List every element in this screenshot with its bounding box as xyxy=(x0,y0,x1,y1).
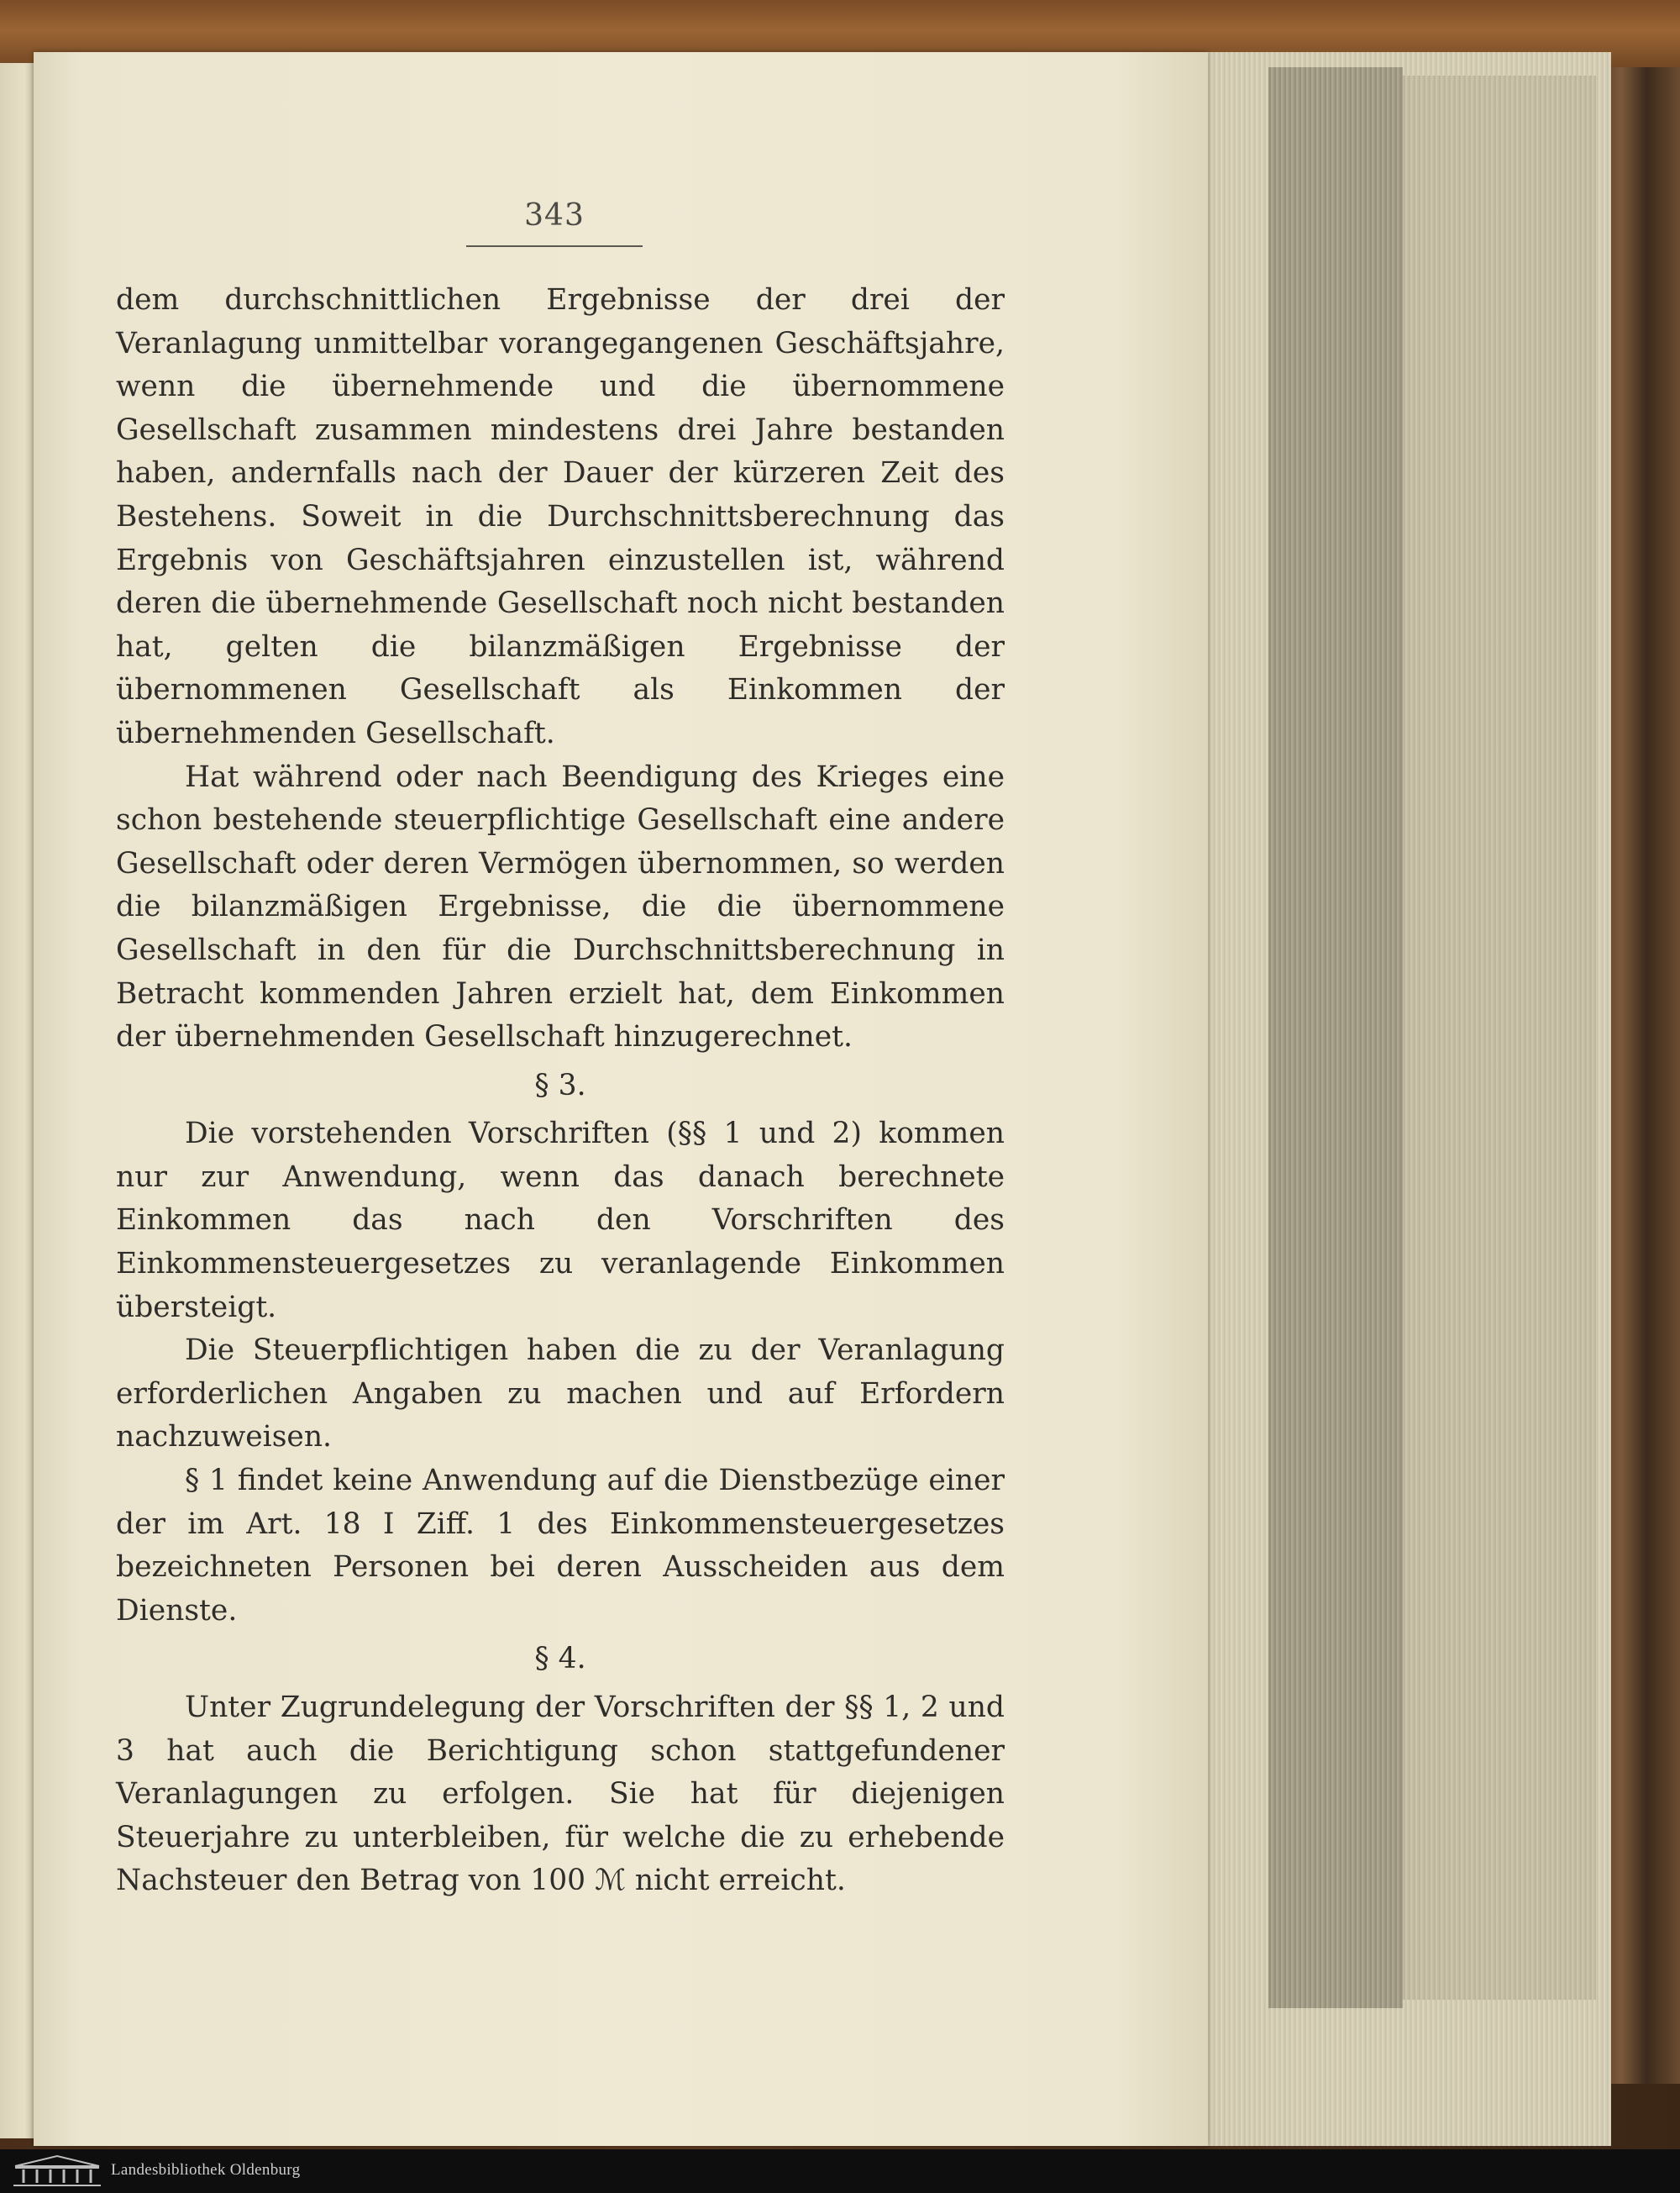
page-number: 343 xyxy=(524,198,585,233)
paragraph: Hat während oder nach Beendigung des Krieges eine schon bestehende steuerpflichtige Gesellschaft eine andere Gesellschaft oder deren Vermögen übernommen, so werden die bilanzmäßigen Ergebnisse, die die übernommene Gesellschaft in den für die Durchschnittsberechnung in Betracht kommenden Jahren erzielt hat, dem Einkommen der übernehmenden Gesellschaft hinzugerechnet. xyxy=(116,760,1005,1054)
page-block-edge-inner xyxy=(1403,76,1596,2000)
paragraph: § 1 findet keine Anwendung auf die Dienstbezüge einer der im Art. 18 I Ziff. 1 des Einkommensteuergesetzes bezeichneten Personen bei deren Ausscheiden aus dem Dienste. xyxy=(116,1464,1005,1628)
paragraph: Unter Zugrundelegung der Vorschriften der §§ 1, 2 und 3 hat auch die Berichtigung schon stattgefundener Veranlagungen zu erfolgen. Sie hat für diejenigen Steuerjahre zu unterbleiben, für welche die zu erhebende Nachsteuer den Betrag von 100 ℳ nicht erreicht. xyxy=(116,1691,1005,1898)
page-block-shadow xyxy=(1268,67,1403,2008)
footer-library-name: Landesbibliothek Oldenburg xyxy=(111,2161,301,2179)
paragraph: Die Steuerpflichtigen haben die zu der Veranlagung erforderlichen Angaben zu machen und auf Erfordern nachzuweisen. xyxy=(116,1333,1005,1454)
paragraph: dem durchschnittlichen Ergebnisse der drei der Veranlagung unmittelbar vorangegangenen Geschäftsjahre, wenn die übernehmende und die übernommene Gesellschaft zusammen mindestens drei Jahre bestanden haben, andernfalls nach der Dauer der kürzeren Zeit des Bestehens. Soweit in die Durchschnittsberechnung das Ergebnis von Geschäftsjahren einzustellen ist, während deren die übernehmende Gesellschaft noch nicht bestanden hat, gelten die bilanzmäßigen Ergebnisse der übernommenen Gesellschaft als Einkommen der übernehmenden Gesellschaft. xyxy=(116,283,1005,750)
page-number-rule xyxy=(466,245,643,247)
paragraph: Die vorstehenden Vorschriften (§§ 1 und 2) kommen nur zur Anwendung, wenn das danach berechnete Einkommen das nach den Vorschriften des Einkommensteuergesetzes zu veranlagende Einkommen übersteigt. xyxy=(116,1117,1005,1324)
library-building-icon xyxy=(12,2154,102,2188)
page-text xyxy=(116,279,1005,1903)
section-heading: § 3. xyxy=(534,1068,586,1102)
section-heading: § 4. xyxy=(534,1642,586,1676)
footer-bar xyxy=(0,2149,1680,2193)
